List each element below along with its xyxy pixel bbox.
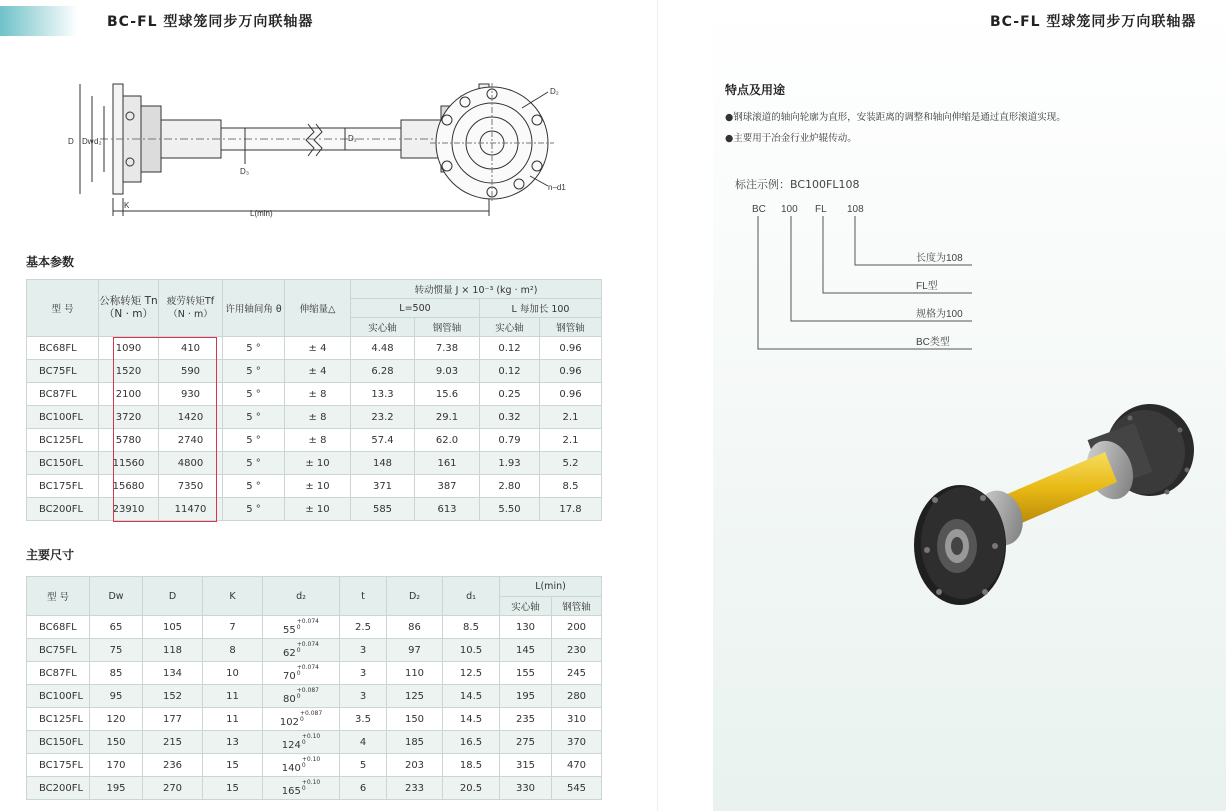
dim-d2-tolerance — [297, 619, 319, 631]
basic-cell-inc-tube: 17.8 — [540, 498, 602, 521]
tolerance-lower: 0 — [301, 761, 306, 769]
dim-header-d: D — [143, 577, 203, 616]
dim-header-D2: D₂ — [387, 577, 443, 616]
dim-cell-l-tube: 230 — [552, 639, 602, 662]
basic-cell-inc-solid: 0.25 — [480, 383, 540, 406]
nominal-torque-label: 公称转矩 Tn — [99, 295, 158, 307]
basic-params-row — [27, 475, 602, 498]
dim-d2-value: 70 — [283, 670, 296, 682]
dim-cell-l-solid: 130 — [500, 616, 552, 639]
basic-cell-j-solid: 57.4 — [351, 429, 415, 452]
flange-end-view-drawing — [430, 78, 580, 208]
basic-cell-angle: 5 ° — [223, 475, 285, 498]
dim-cell-k: 11 — [203, 708, 263, 731]
dim-cell-t: 3 — [340, 639, 387, 662]
tolerance-upper: +0.10 — [301, 778, 321, 786]
dim-cell-l-solid: 145 — [500, 639, 552, 662]
tolerance-upper: +0.074 — [296, 663, 319, 671]
coupling-product-image — [905, 400, 1205, 620]
tolerance-lower: 0 — [296, 692, 301, 700]
header-accent-bar — [0, 6, 78, 36]
basic-cell-model: BC175FL — [27, 475, 99, 498]
basic-cell-j-tube: 29.1 — [415, 406, 480, 429]
basic-cell-model: BC68FL — [27, 337, 99, 360]
dim-cell-t: 3 — [340, 685, 387, 708]
drawing-label-k: K — [124, 201, 130, 210]
tolerance-lower: 0 — [299, 715, 304, 723]
fatigue-torque-unit: （N · m） — [168, 309, 213, 320]
dim-d2-tolerance — [302, 780, 320, 792]
basic-cell-j-solid: 585 — [351, 498, 415, 521]
notation-code-fl: FL — [815, 204, 827, 215]
basic-cell-model: BC150FL — [27, 452, 99, 475]
basic-params-table — [26, 279, 602, 521]
basic-cell-inc-solid: 0.12 — [480, 360, 540, 383]
dim-cell-D2: 97 — [387, 639, 443, 662]
dim-cell-k: 13 — [203, 731, 263, 754]
dim-cell-d2 — [263, 662, 340, 685]
basic-cell-j-tube: 15.6 — [415, 383, 480, 406]
dim-cell-k: 10 — [203, 662, 263, 685]
dim-cell-d2 — [263, 639, 340, 662]
dim-cell-l-tube: 545 — [552, 777, 602, 800]
basic-cell-inc-solid: 5.50 — [480, 498, 540, 521]
dimensions-row — [27, 731, 602, 754]
drawing-label-l: L(min) — [250, 209, 273, 218]
dim-d2-tolerance — [297, 688, 319, 700]
page-gutter — [657, 0, 713, 811]
dim-cell-d1: 14.5 — [443, 708, 500, 731]
basic-cell-model: BC200FL — [27, 498, 99, 521]
drawing-label-d3: D₃ — [240, 167, 250, 176]
notation-code-size: 100 — [781, 204, 798, 215]
basic-cell-model: BC125FL — [27, 429, 99, 452]
dimensions-table — [26, 576, 602, 800]
basic-cell-j-tube: 7.38 — [415, 337, 480, 360]
basic-params-row — [27, 452, 602, 475]
dim-cell-dw: 120 — [90, 708, 143, 731]
dim-cell-model: BC125FL — [27, 708, 90, 731]
basic-cell-tf: 11470 — [159, 498, 223, 521]
dim-header-d2: d₂ — [263, 577, 340, 616]
dim-cell-model: BC68FL — [27, 616, 90, 639]
tolerance-lower: 0 — [296, 646, 301, 654]
dim-d2-value: 140 — [281, 762, 301, 774]
dim-cell-dw: 195 — [90, 777, 143, 800]
dimensions-row — [27, 777, 602, 800]
fold-line — [657, 0, 658, 811]
notation-label-size: 规格为100 — [916, 309, 963, 320]
dimensions-row — [27, 754, 602, 777]
basic-cell-inc-tube: 0.96 — [540, 337, 602, 360]
basic-cell-j-tube: 613 — [415, 498, 480, 521]
header-steel-tube-inc: 钢管轴 — [540, 318, 602, 337]
dim-cell-D2: 203 — [387, 754, 443, 777]
basic-cell-delta: ± 4 — [285, 337, 351, 360]
basic-cell-model: BC87FL — [27, 383, 99, 406]
dim-cell-t: 2.5 — [340, 616, 387, 639]
basic-cell-tn: 15680 — [99, 475, 159, 498]
dim-d2-value: 80 — [283, 693, 296, 705]
tolerance-lower: 0 — [301, 784, 306, 792]
basic-cell-inc-solid: 0.32 — [480, 406, 540, 429]
dimensions-row — [27, 662, 602, 685]
drawing-label-n-d1: n–d1 — [548, 183, 566, 192]
basic-cell-tn: 1520 — [99, 360, 159, 383]
drawing-label-D2: D₂ — [550, 87, 559, 96]
dim-cell-k: 15 — [203, 777, 263, 800]
dim-cell-model: BC150FL — [27, 731, 90, 754]
basic-cell-j-solid: 23.2 — [351, 406, 415, 429]
basic-cell-tf: 2740 — [159, 429, 223, 452]
basic-cell-inc-solid: 0.79 — [480, 429, 540, 452]
dimensions-row — [27, 639, 602, 662]
notation-label-len: 长度为108 — [916, 253, 963, 264]
basic-cell-angle: 5 ° — [223, 337, 285, 360]
basic-cell-j-tube: 62.0 — [415, 429, 480, 452]
basic-cell-inc-tube: 0.96 — [540, 383, 602, 406]
dim-cell-model: BC200FL — [27, 777, 90, 800]
dim-d2-tolerance — [302, 734, 320, 746]
basic-cell-inc-tube: 2.1 — [540, 429, 602, 452]
dim-cell-d2 — [263, 616, 340, 639]
basic-cell-angle: 5 ° — [223, 498, 285, 521]
dim-d2-value: 55 — [283, 624, 296, 636]
dim-cell-l-tube: 370 — [552, 731, 602, 754]
basic-cell-inc-solid: 1.93 — [480, 452, 540, 475]
basic-cell-delta: ± 8 — [285, 406, 351, 429]
basic-cell-inc-tube: 0.96 — [540, 360, 602, 383]
notation-diagram — [740, 196, 980, 356]
basic-params-row — [27, 337, 602, 360]
basic-cell-model: BC75FL — [27, 360, 99, 383]
dim-cell-k: 15 — [203, 754, 263, 777]
basic-cell-inc-tube: 5.2 — [540, 452, 602, 475]
dim-cell-d1: 14.5 — [443, 685, 500, 708]
basic-cell-angle: 5 ° — [223, 406, 285, 429]
basic-cell-tn: 23910 — [99, 498, 159, 521]
dim-cell-l-tube: 280 — [552, 685, 602, 708]
dim-cell-dw: 65 — [90, 616, 143, 639]
notation-title: 标注示例：BC100FL108 — [735, 178, 860, 191]
header-l500: L=500 — [351, 299, 480, 318]
dim-cell-t: 3 — [340, 662, 387, 685]
dim-d2-value: 165 — [281, 785, 301, 797]
dimensions-row — [27, 708, 602, 731]
right-header-title: BC-FL 型球笼同步万向联轴器 — [990, 14, 1197, 30]
basic-cell-j-solid: 13.3 — [351, 383, 415, 406]
dim-d2-value: 62 — [283, 647, 296, 659]
dim-cell-dw: 150 — [90, 731, 143, 754]
tolerance-upper: +0.10 — [301, 755, 321, 763]
basic-cell-delta: ± 8 — [285, 383, 351, 406]
notation-label-fl: FL型 — [916, 281, 938, 292]
dim-cell-d: 236 — [143, 754, 203, 777]
dim-d2-tolerance — [300, 711, 322, 723]
dim-cell-model: BC87FL — [27, 662, 90, 685]
dim-d2-tolerance — [297, 642, 319, 654]
basic-cell-inc-tube: 8.5 — [540, 475, 602, 498]
drawing-label-d1: D₁ — [348, 134, 357, 143]
dimensions-row — [27, 685, 602, 708]
dim-cell-D2: 185 — [387, 731, 443, 754]
tolerance-lower: 0 — [296, 623, 301, 631]
dim-cell-t: 5 — [340, 754, 387, 777]
basic-cell-j-solid: 6.28 — [351, 360, 415, 383]
dim-header-solid: 实心轴 — [500, 597, 552, 616]
nominal-torque-unit: （N · m） — [103, 308, 154, 320]
dim-cell-l-solid: 315 — [500, 754, 552, 777]
basic-params-row — [27, 383, 602, 406]
basic-params-title: 基本参数 — [26, 255, 75, 269]
basic-params-row — [27, 406, 602, 429]
basic-cell-tf: 410 — [159, 337, 223, 360]
dim-cell-t: 4 — [340, 731, 387, 754]
dim-cell-d1: 12.5 — [443, 662, 500, 685]
dim-header-lmin: L(min) — [500, 577, 602, 597]
basic-cell-tf: 1420 — [159, 406, 223, 429]
dim-cell-D2: 86 — [387, 616, 443, 639]
drawing-label-dw: Dw — [82, 137, 94, 146]
header-angle: 许用轴间角 θ — [223, 280, 285, 337]
dim-cell-d2 — [263, 685, 340, 708]
dim-cell-l-solid: 195 — [500, 685, 552, 708]
basic-cell-delta: ± 10 — [285, 452, 351, 475]
feature-item-2: ●主要用于冶金行业炉辊传动。 — [725, 133, 857, 144]
dim-cell-d2 — [263, 708, 340, 731]
dim-cell-d: 105 — [143, 616, 203, 639]
header-solid: 实心轴 — [351, 318, 415, 337]
dim-header-model: 型 号 — [27, 577, 90, 616]
basic-cell-j-tube: 387 — [415, 475, 480, 498]
dim-cell-l-tube: 200 — [552, 616, 602, 639]
header-inertia: 转动惯量 J × 10⁻³ (kg · m²) — [351, 280, 602, 299]
tolerance-upper: +0.087 — [296, 686, 319, 694]
dim-cell-dw: 170 — [90, 754, 143, 777]
basic-cell-j-solid: 148 — [351, 452, 415, 475]
basic-cell-inc-solid: 0.12 — [480, 337, 540, 360]
dim-cell-model: BC175FL — [27, 754, 90, 777]
drawing-label-d: D — [68, 137, 74, 146]
basic-cell-j-tube: 9.03 — [415, 360, 480, 383]
notation-code-len: 108 — [847, 204, 864, 215]
basic-cell-tn: 1090 — [99, 337, 159, 360]
dimensions-row — [27, 616, 602, 639]
basic-cell-tf: 7350 — [159, 475, 223, 498]
basic-cell-delta: ± 10 — [285, 475, 351, 498]
features-title: 特点及用途 — [725, 83, 786, 97]
basic-cell-inc-solid: 2.80 — [480, 475, 540, 498]
dim-cell-k: 8 — [203, 639, 263, 662]
dim-cell-model: BC75FL — [27, 639, 90, 662]
header-model: 型 号 — [27, 280, 99, 337]
basic-params-row — [27, 429, 602, 452]
dim-cell-k: 7 — [203, 616, 263, 639]
dim-cell-l-solid: 275 — [500, 731, 552, 754]
basic-cell-tn: 2100 — [99, 383, 159, 406]
dim-cell-l-tube: 310 — [552, 708, 602, 731]
basic-cell-j-tube: 161 — [415, 452, 480, 475]
tolerance-upper: +0.074 — [296, 640, 319, 648]
dim-cell-l-solid: 235 — [500, 708, 552, 731]
dim-cell-d: 270 — [143, 777, 203, 800]
dim-cell-t: 6 — [340, 777, 387, 800]
dim-d2-value: 102 — [279, 716, 299, 728]
header-solid-inc: 实心轴 — [480, 318, 540, 337]
basic-cell-j-solid: 4.48 — [351, 337, 415, 360]
tolerance-lower: 0 — [301, 738, 306, 746]
dim-cell-d1: 18.5 — [443, 754, 500, 777]
basic-cell-tf: 590 — [159, 360, 223, 383]
dim-cell-d: 118 — [143, 639, 203, 662]
basic-params-row — [27, 360, 602, 383]
dim-cell-l-solid: 330 — [500, 777, 552, 800]
basic-cell-angle: 5 ° — [223, 383, 285, 406]
dim-d2-tolerance — [302, 757, 320, 769]
dim-cell-d1: 16.5 — [443, 731, 500, 754]
feature-item-1: ●钢球滚道的轴向轮廓为直形，安装距离的调整和轴向伸缩是通过直形滚道实现。 — [725, 112, 1066, 123]
dim-cell-k: 11 — [203, 685, 263, 708]
basic-cell-angle: 5 ° — [223, 360, 285, 383]
dim-d2-tolerance — [297, 665, 319, 677]
header-per100: L 每加长 100 — [480, 299, 602, 318]
header-nominal-torque — [99, 280, 159, 337]
dim-cell-d2 — [263, 754, 340, 777]
tolerance-upper: +0.10 — [301, 732, 321, 740]
basic-cell-angle: 5 ° — [223, 452, 285, 475]
dim-cell-d: 215 — [143, 731, 203, 754]
dim-cell-d: 177 — [143, 708, 203, 731]
dim-cell-d1: 20.5 — [443, 777, 500, 800]
dim-header-steel-tube: 钢管轴 — [552, 597, 602, 616]
tolerance-upper: +0.074 — [296, 617, 319, 625]
dim-cell-dw: 95 — [90, 685, 143, 708]
dim-cell-D2: 233 — [387, 777, 443, 800]
basic-cell-tf: 4800 — [159, 452, 223, 475]
left-header-title: BC-FL 型球笼同步万向联轴器 — [107, 14, 314, 30]
dim-cell-D2: 150 — [387, 708, 443, 731]
basic-cell-tn: 5780 — [99, 429, 159, 452]
fatigue-torque-label: 疲劳转矩Tf — [166, 296, 215, 307]
dimensions-title: 主要尺寸 — [26, 548, 75, 562]
dim-cell-d: 134 — [143, 662, 203, 685]
tolerance-upper: +0.087 — [299, 709, 323, 717]
dim-cell-D2: 125 — [387, 685, 443, 708]
dim-cell-d: 152 — [143, 685, 203, 708]
notation-code-bc: BC — [752, 204, 766, 215]
basic-cell-delta: ± 8 — [285, 429, 351, 452]
basic-cell-delta: ± 10 — [285, 498, 351, 521]
basic-params-row — [27, 498, 602, 521]
header-telescopic: 伸缩量△ — [285, 280, 351, 337]
dim-cell-model: BC100FL — [27, 685, 90, 708]
basic-cell-tn: 3720 — [99, 406, 159, 429]
basic-cell-delta: ± 4 — [285, 360, 351, 383]
dim-header-t: t — [340, 577, 387, 616]
dim-header-dw: Dw — [90, 577, 143, 616]
basic-cell-angle: 5 ° — [223, 429, 285, 452]
dim-cell-dw: 85 — [90, 662, 143, 685]
header-fatigue-torque — [159, 280, 223, 337]
dim-cell-t: 3.5 — [340, 708, 387, 731]
dim-cell-D2: 110 — [387, 662, 443, 685]
dim-cell-d1: 8.5 — [443, 616, 500, 639]
basic-cell-tf: 930 — [159, 383, 223, 406]
basic-cell-inc-tube: 2.1 — [540, 406, 602, 429]
dim-cell-d1: 10.5 — [443, 639, 500, 662]
tolerance-lower: 0 — [296, 669, 301, 677]
dim-header-d1: d₁ — [443, 577, 500, 616]
dim-cell-d2 — [263, 777, 340, 800]
dim-header-k: K — [203, 577, 263, 616]
basic-cell-model: BC100FL — [27, 406, 99, 429]
dim-cell-d2 — [263, 731, 340, 754]
drawing-label-d2: d₂ — [94, 137, 102, 146]
dim-cell-dw: 75 — [90, 639, 143, 662]
header-steel-tube: 钢管轴 — [415, 318, 480, 337]
notation-label-bc: BC类型 — [916, 337, 950, 348]
basic-cell-tn: 11560 — [99, 452, 159, 475]
dim-cell-l-solid: 155 — [500, 662, 552, 685]
dim-cell-l-tube: 470 — [552, 754, 602, 777]
dim-cell-l-tube: 245 — [552, 662, 602, 685]
basic-cell-j-solid: 371 — [351, 475, 415, 498]
dim-d2-value: 124 — [281, 739, 301, 751]
